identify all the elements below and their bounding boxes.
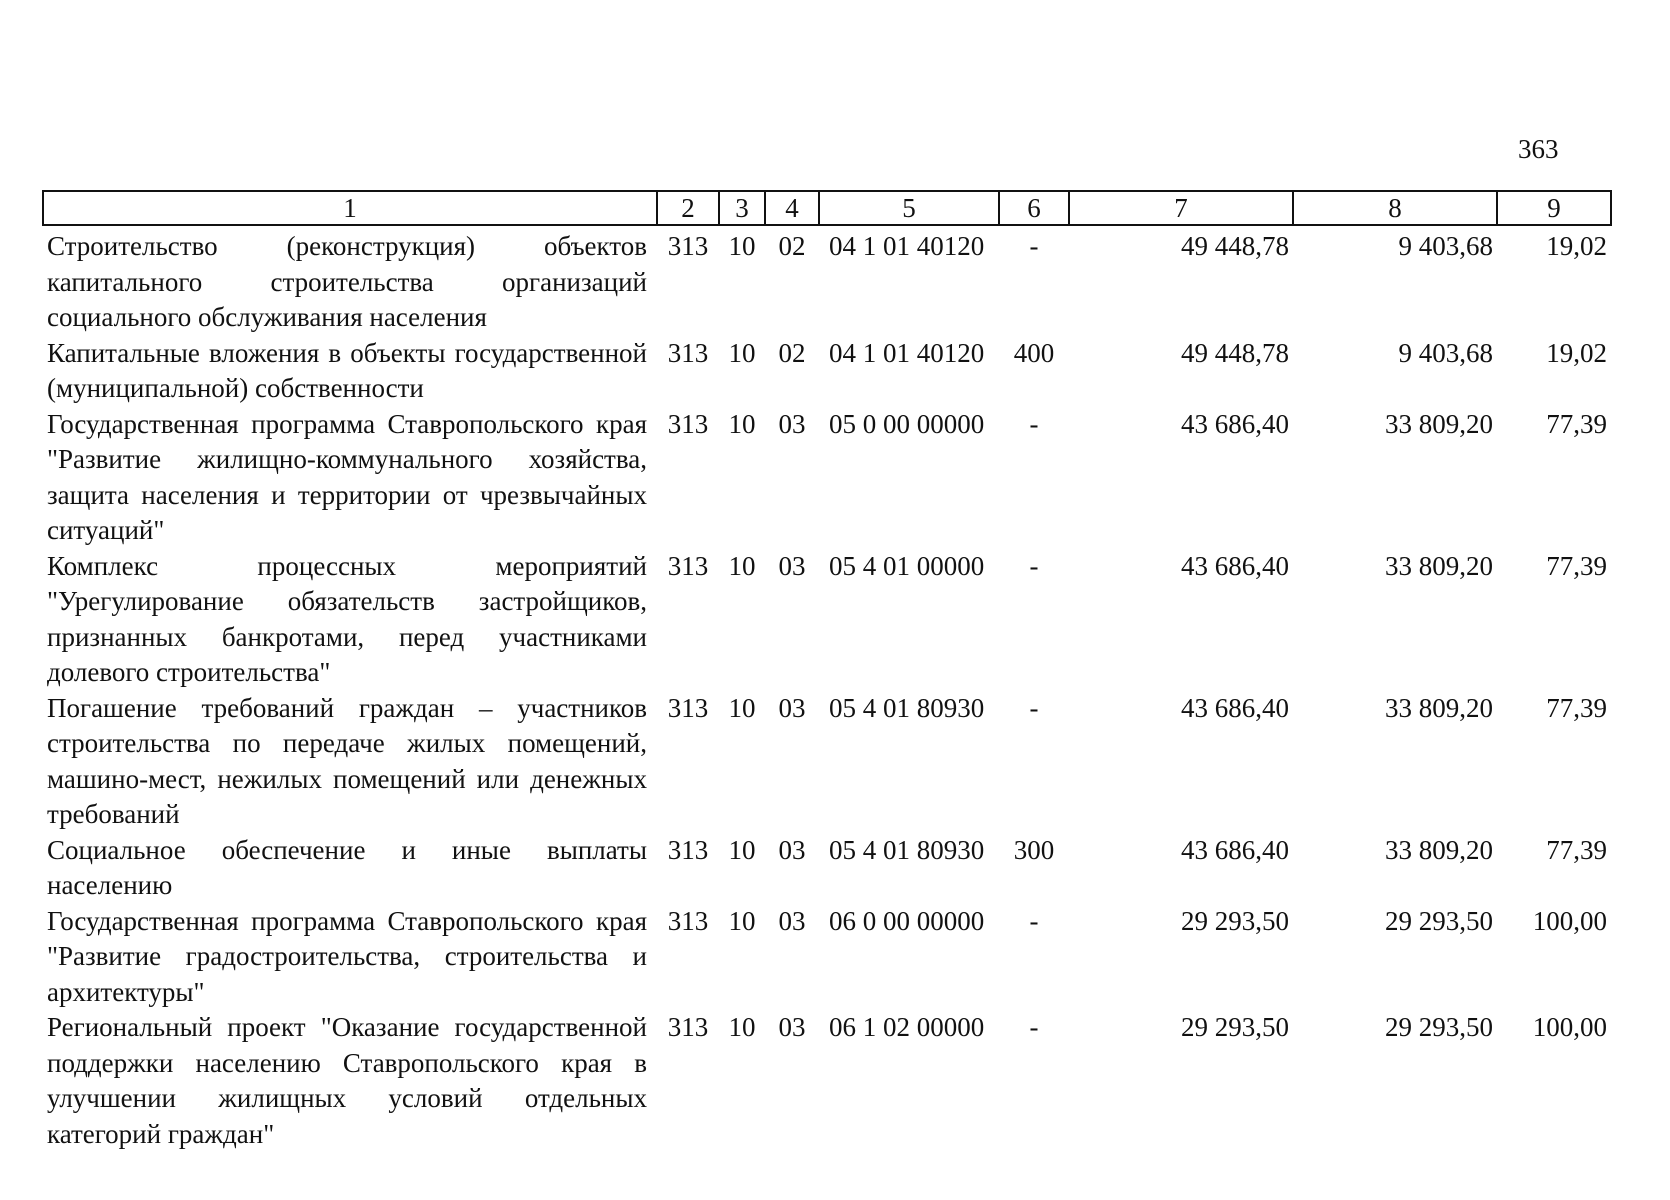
planned-amount: 43 686,40 [1181,550,1289,581]
planned-amount: 43 686,40 [1181,692,1289,723]
table-row [43,225,1611,336]
expense-type-code: - [1029,231,1039,261]
grbs-code: 313 [667,550,709,581]
target-article-code: 04 1 01 40120 [829,231,985,261]
section-code: 10 [728,692,756,723]
executed-amount: 33 809,20 [1385,834,1493,865]
subsection-code: 03 [778,905,806,936]
grbs-code: 313 [667,692,709,723]
section-code: 10 [728,550,756,581]
execution-percent: 77,39 [1546,834,1607,865]
expense-name: Погашение требований граждан – участников строительства по передаче жилых помещений, машино-мест, нежилых помещений или денежных требований [47,692,647,829]
column-number-row [43,191,1611,225]
execution-percent: 77,39 [1546,408,1607,439]
execution-percent: 77,39 [1546,692,1607,723]
expense-name: Социальное обеспечение и иные выплаты населению [47,834,647,900]
target-article-code: 05 4 01 00000 [829,550,985,581]
table-row [43,904,1611,1011]
executed-amount: 33 809,20 [1385,692,1493,723]
execution-percent: 100,00 [1532,1012,1607,1042]
table-row [43,691,1611,833]
grbs-code: 313 [667,834,709,865]
execution-percent: 19,02 [1546,337,1607,368]
column-number-cell: 3 [719,191,765,225]
executed-amount: 9 403,68 [1398,337,1493,368]
executed-amount: 29 293,50 [1385,1012,1493,1042]
expense-name: Государственная программа Ставропольского края "Развитие жилищно-коммунального хозяйства, защита населения и территории от чрезвычайных ситуаций" [47,408,647,545]
subsection-code: 02 [778,337,806,368]
subsection-code: 03 [778,834,806,865]
budget-table [42,190,1612,1152]
executed-amount: 9 403,68 [1398,231,1493,261]
executed-amount: 33 809,20 [1385,408,1493,439]
expense-type-code: - [1029,550,1039,581]
target-article-code: 06 1 02 00000 [829,1012,985,1042]
planned-amount: 29 293,50 [1181,1012,1289,1042]
expense-name: Строительство (реконструкция) объектов капитального строительства организаций социального обслуживания населения [47,231,647,332]
expense-name: Региональный проект "Оказание государственной поддержки населению Ставропольского края в улучшении жилищных условий отдельных категорий граждан" [47,1012,647,1149]
expense-name: Государственная программа Ставропольского края "Развитие градостроительства, строительства и архитектуры" [47,905,647,1007]
section-code: 10 [728,834,756,865]
subsection-code: 03 [778,1012,806,1042]
planned-amount: 29 293,50 [1181,905,1289,936]
grbs-code: 313 [667,337,709,368]
table-row [43,549,1611,691]
table-row [43,1010,1611,1152]
execution-percent: 77,39 [1546,550,1607,581]
expense-type-code: 400 [1013,337,1055,368]
grbs-code: 313 [667,231,709,261]
grbs-code: 313 [667,905,709,936]
column-number-cell: 1 [43,191,657,225]
target-article-code: 05 4 01 80930 [829,834,985,865]
target-article-code: 06 0 00 00000 [829,905,985,936]
planned-amount: 43 686,40 [1181,408,1289,439]
column-number-cell: 8 [1293,191,1497,225]
execution-percent: 19,02 [1546,231,1607,261]
subsection-code: 03 [778,692,806,723]
executed-amount: 33 809,20 [1385,550,1493,581]
expense-name: Капитальные вложения в объекты государственной (муниципальной) собственности [47,337,647,403]
target-article-code: 04 1 01 40120 [829,337,985,368]
section-code: 10 [728,337,756,368]
column-number-cell: 6 [999,191,1069,225]
column-number-cell: 2 [657,191,719,225]
section-code: 10 [728,905,756,936]
expense-type-code: - [1029,408,1039,439]
section-code: 10 [728,231,756,261]
section-code: 10 [728,408,756,439]
subsection-code: 02 [778,231,806,261]
table-row [43,833,1611,904]
executed-amount: 29 293,50 [1385,905,1493,936]
section-code: 10 [728,1012,756,1042]
column-number-cell: 5 [819,191,999,225]
page-number: 363 [1518,134,1559,164]
column-number-cell: 9 [1497,191,1611,225]
grbs-code: 313 [667,408,709,439]
target-article-code: 05 0 00 00000 [829,408,985,439]
table-row [43,407,1611,549]
execution-percent: 100,00 [1532,905,1607,936]
target-article-code: 05 4 01 80930 [829,692,985,723]
subsection-code: 03 [778,408,806,439]
expense-name: Комплекс процессных мероприятий "Урегулирование обязательств застройщиков, признанных банкротами, перед участниками долевого строительства" [47,550,647,687]
subsection-code: 03 [778,550,806,581]
table-row [43,336,1611,407]
column-number-cell: 4 [765,191,819,225]
grbs-code: 313 [667,1012,709,1042]
expense-type-code: - [1029,1012,1039,1042]
expense-type-code: - [1029,905,1039,936]
expense-type-code: 300 [1013,834,1055,865]
planned-amount: 49 448,78 [1181,231,1289,261]
column-number-cell: 7 [1069,191,1293,225]
planned-amount: 43 686,40 [1181,834,1289,865]
planned-amount: 49 448,78 [1181,337,1289,368]
expense-type-code: - [1029,692,1039,723]
